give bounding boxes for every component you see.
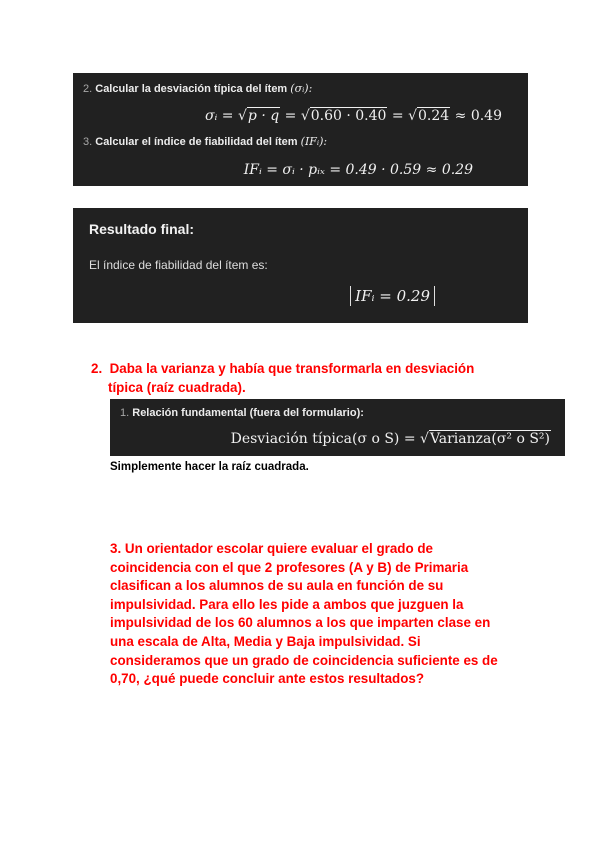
fundamental-relation-panel [110,399,565,456]
question-3 [110,540,530,689]
question-2: 2. Daba la varianza y había que transformarla en desviación típica (raíz cuadrada). [91,361,475,395]
question-3-line: clasifican a los alumnos de su aula en función de su [110,578,444,594]
question-3-line: consideramos que un grado de coincidencia suficiente es de [110,652,498,668]
final-result-sentence: El índice de fiabilidad del ítem es: [89,258,268,272]
reliability-index-formula: IFᵢ = σᵢ · pᵢₓ = 0.49 · 0.59 ≈ 0.29 [243,162,473,178]
question-3-line: impulsividad de los 60 alumnos a los que imparten clase en [110,615,491,631]
std-dev-formula: σᵢ = √p · q = √0.60 · 0.40 = √0.24 ≈ 0.49 [204,108,502,124]
final-result-heading: Resultado final: [89,221,195,237]
boxed-result: IFᵢ = 0.29 [350,286,435,306]
question-3-line: coincidencia con el que 2 profesores (A y B) de Primaria [110,559,469,575]
question-3-line: una escala de Alta, Media y Baja impulsividad. Si [110,633,421,649]
question-3-line: 3. Un orientador escolar quiere evaluar el grado de [110,541,433,556]
std-dev-variance-formula: Desviación típica(σ o S) = √Varianza(σ² o S²) [230,431,550,447]
step-3-header: 3. Calcular el índice de fiabilidad del ítem (IFᵢ): [83,135,328,148]
calculation-panel [73,73,528,186]
final-result-panel [73,208,528,323]
question-3-line: impulsividad. Para ello les pide a ambos que juzguen la [110,596,464,612]
question-3-line: 0,70, ¿qué puede concluir ante estos resultados? [110,671,425,687]
step-2-header: 2. Calcular la desviación típica del ítem (σᵢ): [83,82,313,95]
note-text: Simplemente hacer la raíz cuadrada. [110,461,309,473]
relation-header: 1. Relación fundamental (fuera del formulario): [120,407,364,419]
